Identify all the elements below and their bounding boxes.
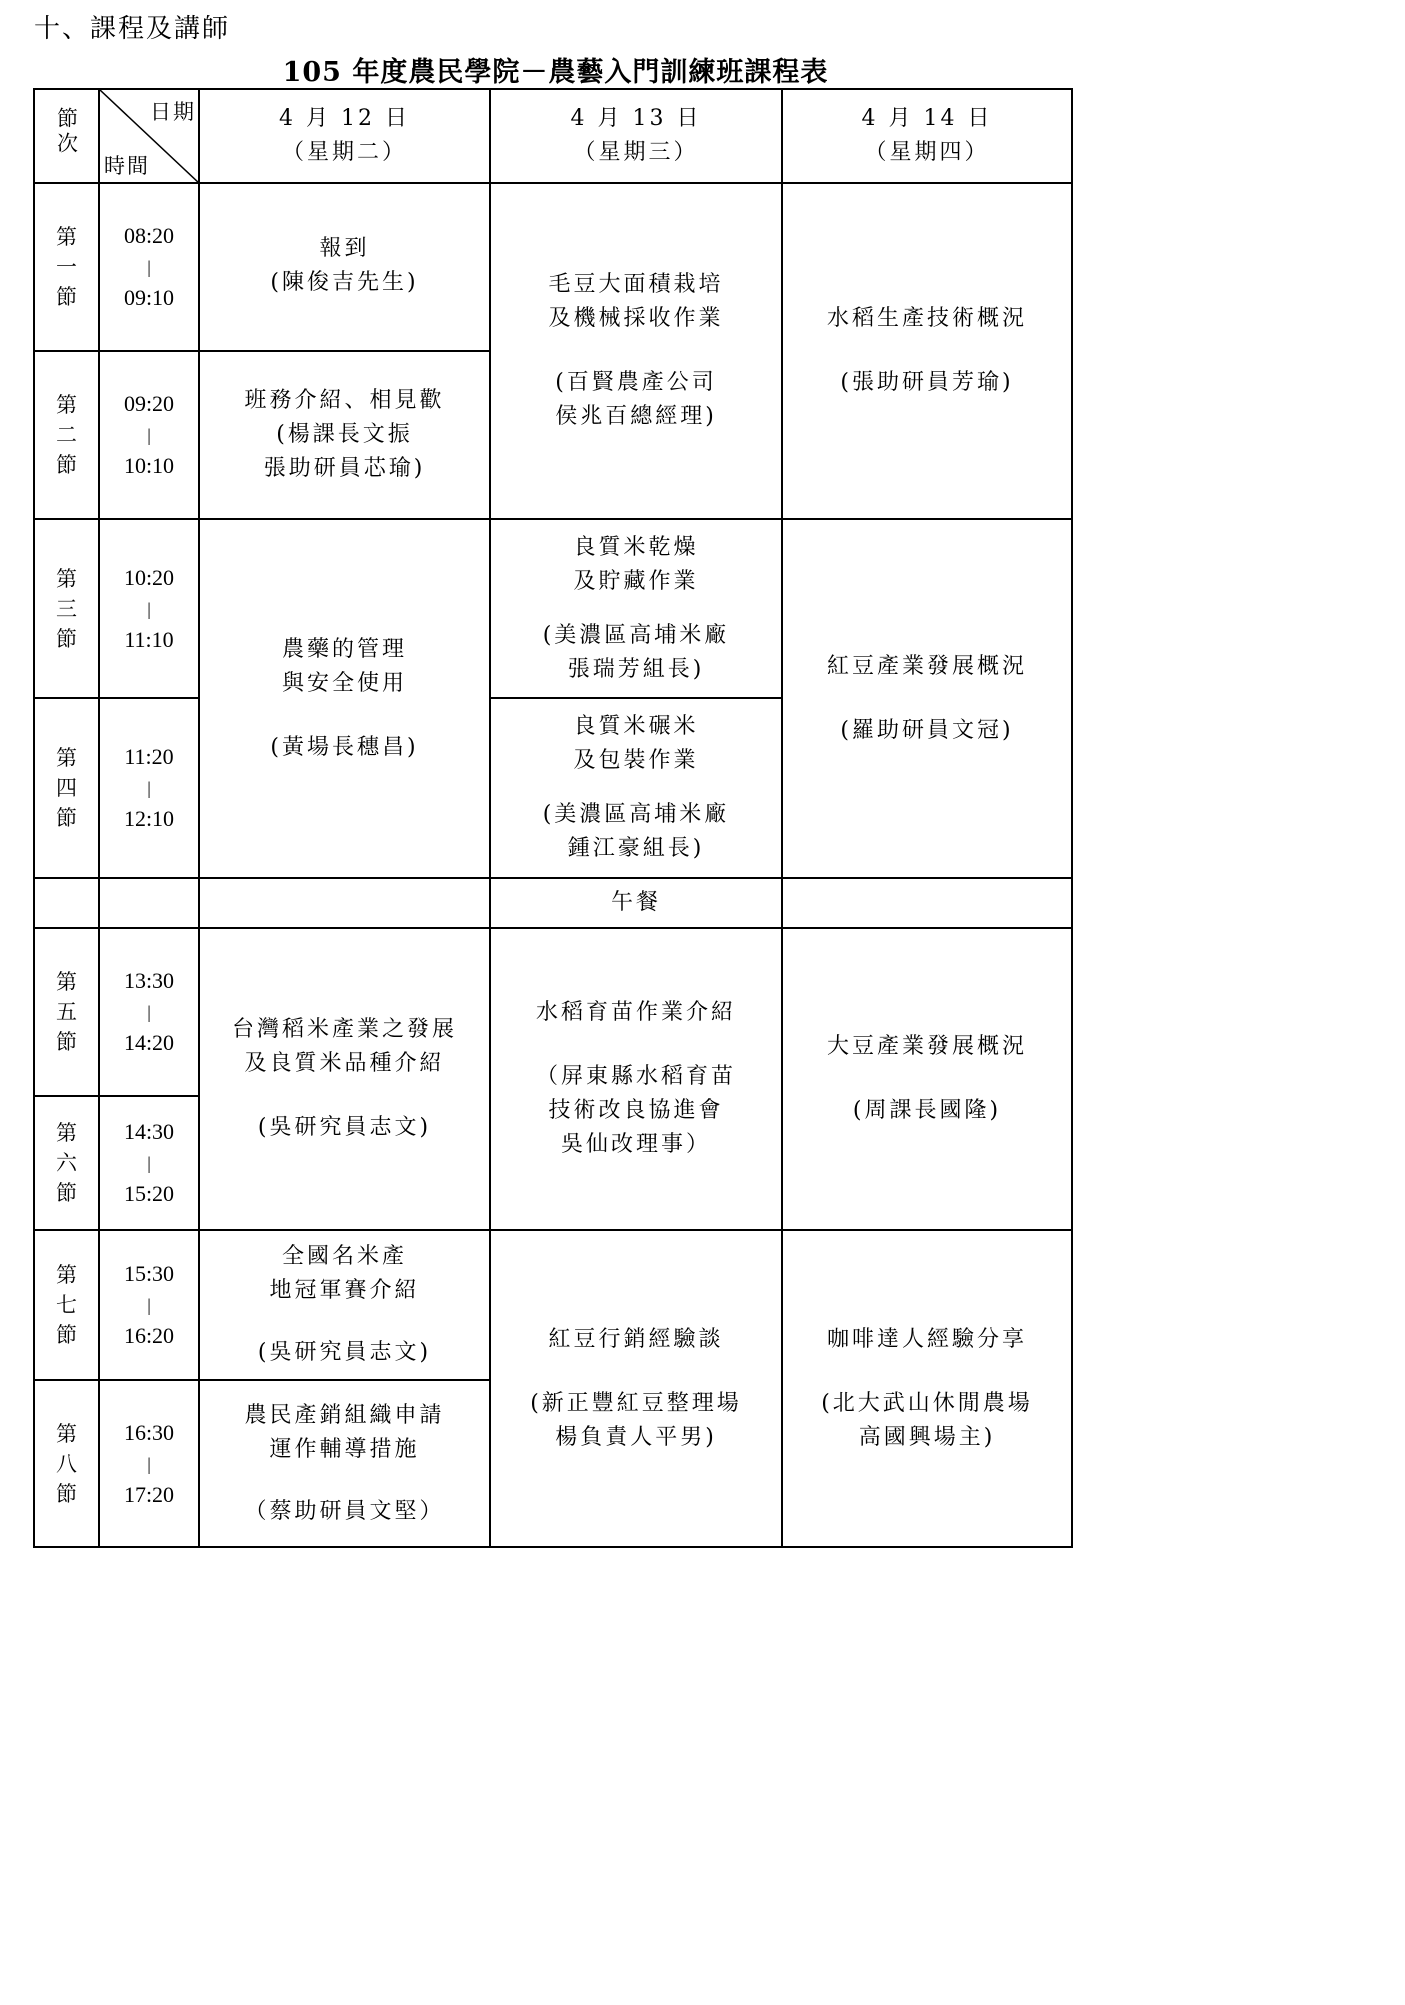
day-weekday: （星期三） bbox=[573, 140, 699, 165]
lunch-label: 午餐 bbox=[490, 878, 782, 928]
course-instructor: 楊負責人平男) bbox=[555, 1424, 717, 1450]
day-date: 4 月 14 日 bbox=[861, 106, 993, 131]
course-title: 良質米碾米 bbox=[573, 714, 699, 739]
course-instructor: (百賢農產公司 bbox=[555, 370, 717, 395]
course-instructor: 鍾江豪組長) bbox=[567, 836, 705, 861]
start-time: 13:30 bbox=[123, 968, 175, 993]
section-heading: 十、課程及講師 bbox=[34, 14, 231, 44]
period-char: 三 bbox=[56, 596, 77, 621]
course-instructor: (羅助研員文冠) bbox=[840, 717, 1014, 743]
start-time: 09:20 bbox=[123, 391, 175, 416]
course-instructor: (陳俊吉先生) bbox=[270, 270, 419, 295]
course-title: 水稻生產技術概況 bbox=[826, 306, 1027, 331]
period-row-1 bbox=[34, 183, 1072, 351]
course-instructor: 吳仙改理事） bbox=[560, 1132, 711, 1157]
course-title: 班務介紹、相見歡 bbox=[244, 388, 445, 413]
period-char: 第 bbox=[56, 1263, 77, 1287]
course-cell bbox=[490, 1230, 782, 1547]
period-name bbox=[34, 351, 99, 519]
period-char: 四 bbox=[56, 776, 77, 800]
empty-cell bbox=[199, 878, 490, 928]
course-title: 及包裝作業 bbox=[573, 748, 699, 773]
end-time: 14:20 bbox=[123, 1030, 175, 1055]
course-title: 紅豆行銷經驗談 bbox=[548, 1326, 724, 1352]
end-time: 16:20 bbox=[123, 1323, 175, 1348]
period-time bbox=[99, 519, 199, 698]
date-time-header bbox=[99, 89, 199, 183]
course-instructor: (黃場長穗昌) bbox=[270, 734, 419, 760]
period-char: 節 bbox=[56, 1481, 77, 1506]
period-time bbox=[99, 1380, 199, 1547]
time-separator: | bbox=[147, 1453, 151, 1474]
header-row bbox=[34, 89, 1072, 183]
period-char: 節 bbox=[56, 1181, 77, 1205]
period-time bbox=[99, 351, 199, 519]
end-time: 09:10 bbox=[123, 285, 175, 310]
schedule-title: 105 年度農民學院－農藝入門訓練班課程表 bbox=[282, 57, 829, 88]
course-cell bbox=[782, 519, 1072, 878]
period-char: 節 bbox=[56, 806, 77, 830]
course-title: 良質米乾燥 bbox=[573, 534, 699, 560]
course-cell bbox=[199, 351, 490, 519]
start-time: 14:30 bbox=[123, 1119, 175, 1144]
course-title: 與安全使用 bbox=[281, 670, 407, 696]
course-title: 地冠軍賽介紹 bbox=[269, 1278, 420, 1303]
period-name bbox=[34, 928, 99, 1096]
period-char: 第 bbox=[56, 970, 77, 994]
period-name bbox=[34, 1230, 99, 1380]
day-weekday: （星期二） bbox=[281, 140, 407, 165]
period-time bbox=[99, 928, 199, 1096]
empty-cell bbox=[99, 878, 199, 928]
time-separator: | bbox=[147, 1153, 151, 1173]
time-label: 時間 bbox=[104, 154, 150, 178]
course-instructor: （屏東縣水稻育苗 bbox=[535, 1064, 736, 1089]
start-time: 15:30 bbox=[123, 1261, 175, 1286]
start-time: 11:20 bbox=[124, 744, 174, 769]
course-instructor: 張瑞芳組長) bbox=[567, 656, 705, 682]
period-row-5 bbox=[34, 928, 1072, 1096]
course-instructor: (吳研究員志文) bbox=[257, 1115, 432, 1140]
time-separator: | bbox=[147, 1295, 151, 1315]
period-header bbox=[34, 89, 99, 183]
course-cell bbox=[199, 519, 490, 878]
period-char: 節 bbox=[56, 626, 77, 651]
course-instructor: 張助研員芯瑜) bbox=[263, 456, 426, 481]
period-time bbox=[99, 1230, 199, 1380]
empty-cell bbox=[782, 878, 1072, 928]
period-char: 節 bbox=[56, 1323, 77, 1347]
course-instructor: （蔡助研員文堅） bbox=[244, 1498, 445, 1524]
period-char: 節 bbox=[56, 1030, 77, 1054]
period-char: 八 bbox=[56, 1451, 77, 1476]
end-time: 12:10 bbox=[123, 806, 175, 831]
period-char: 六 bbox=[56, 1151, 77, 1175]
course-cell bbox=[199, 1380, 490, 1547]
period-char: 第 bbox=[56, 566, 77, 591]
day-date: 4 月 13 日 bbox=[570, 106, 702, 131]
time-separator: | bbox=[147, 425, 151, 445]
period-time bbox=[99, 1096, 199, 1230]
period-name bbox=[34, 1380, 99, 1547]
period-time bbox=[99, 183, 199, 351]
period-time bbox=[99, 698, 199, 878]
period-char: 第 bbox=[56, 1421, 77, 1446]
period-name bbox=[34, 698, 99, 878]
period-row-7 bbox=[34, 1230, 1072, 1380]
end-time: 15:20 bbox=[123, 1181, 175, 1206]
time-separator: | bbox=[147, 1002, 151, 1022]
course-title: 全國名米產 bbox=[281, 1244, 407, 1269]
course-instructor: 侯兆百總經理) bbox=[555, 404, 717, 429]
period-name bbox=[34, 183, 99, 351]
period-row-3 bbox=[34, 519, 1072, 698]
course-title: 台灣稻米產業之發展 bbox=[231, 1017, 457, 1042]
time-separator: | bbox=[147, 778, 151, 798]
course-title: 及貯藏作業 bbox=[573, 568, 699, 594]
course-title: 農民產銷組織申請 bbox=[244, 1402, 445, 1428]
period-header-label: 節次 bbox=[54, 107, 79, 157]
period-char: 第 bbox=[56, 746, 77, 770]
course-instructor: (張助研員芳瑜) bbox=[840, 370, 1014, 395]
course-instructor: (楊課長文振 bbox=[276, 422, 413, 447]
day-header-3 bbox=[782, 89, 1072, 183]
lunch-row bbox=[34, 878, 1072, 928]
start-time: 10:20 bbox=[123, 564, 175, 590]
course-title: 毛豆大面積栽培 bbox=[548, 272, 724, 297]
time-separator: | bbox=[147, 257, 151, 277]
course-title: 大豆產業發展概況 bbox=[826, 1034, 1027, 1059]
course-title: 報到 bbox=[319, 236, 370, 261]
course-cell bbox=[490, 928, 782, 1230]
course-title: 農藥的管理 bbox=[281, 636, 407, 662]
period-name bbox=[34, 1096, 99, 1230]
end-time: 11:10 bbox=[124, 626, 174, 652]
day-header-2 bbox=[490, 89, 782, 183]
period-char: 七 bbox=[56, 1293, 77, 1317]
schedule-table bbox=[33, 88, 1073, 1548]
period-char: 一 bbox=[56, 255, 77, 279]
course-instructor: (吳研究員志文) bbox=[257, 1340, 432, 1365]
date-label: 日期 bbox=[150, 100, 196, 124]
course-title: 及機械採收作業 bbox=[548, 306, 724, 331]
day-weekday: （星期四） bbox=[864, 140, 990, 165]
course-cell bbox=[490, 519, 782, 698]
start-time: 08:20 bbox=[123, 223, 175, 248]
course-instructor: (新正豐紅豆整理場 bbox=[530, 1390, 742, 1416]
period-char: 第 bbox=[56, 225, 77, 249]
period-char: 節 bbox=[56, 285, 77, 309]
end-time: 10:10 bbox=[123, 453, 175, 478]
course-title: 及良質米品種介紹 bbox=[244, 1051, 445, 1076]
course-title: 咖啡達人經驗分享 bbox=[826, 1326, 1027, 1352]
period-char: 五 bbox=[56, 1000, 77, 1024]
course-cell bbox=[199, 928, 490, 1230]
start-time: 16:30 bbox=[123, 1419, 175, 1445]
period-char: 節 bbox=[56, 453, 77, 477]
period-char: 二 bbox=[56, 423, 77, 447]
course-instructor: (美濃區高埔米廠 bbox=[542, 622, 730, 648]
time-separator: | bbox=[147, 598, 151, 619]
day-header-1 bbox=[199, 89, 490, 183]
course-cell bbox=[490, 183, 782, 519]
course-cell bbox=[782, 1230, 1072, 1547]
course-instructor: 技術改良協進會 bbox=[548, 1098, 724, 1123]
course-instructor: (美濃區高埔米廠 bbox=[542, 802, 730, 827]
course-cell bbox=[782, 183, 1072, 519]
period-char: 第 bbox=[56, 1121, 77, 1145]
course-title: 紅豆產業發展概況 bbox=[826, 653, 1027, 679]
period-name bbox=[34, 519, 99, 698]
course-title: 水稻育苗作業介紹 bbox=[535, 1000, 736, 1025]
course-instructor: 高國興場主) bbox=[858, 1424, 996, 1450]
end-time: 17:20 bbox=[123, 1481, 175, 1507]
course-cell bbox=[199, 1230, 490, 1380]
course-instructor: (周課長國隆) bbox=[852, 1098, 1002, 1123]
day-date: 4 月 12 日 bbox=[279, 106, 410, 131]
course-cell bbox=[490, 698, 782, 878]
course-cell bbox=[782, 928, 1072, 1230]
course-cell bbox=[199, 183, 490, 351]
course-instructor: (北大武山休閒農場 bbox=[821, 1390, 1033, 1416]
course-title: 運作輔導措施 bbox=[269, 1436, 420, 1462]
empty-cell bbox=[34, 878, 99, 928]
period-char: 第 bbox=[56, 393, 77, 417]
